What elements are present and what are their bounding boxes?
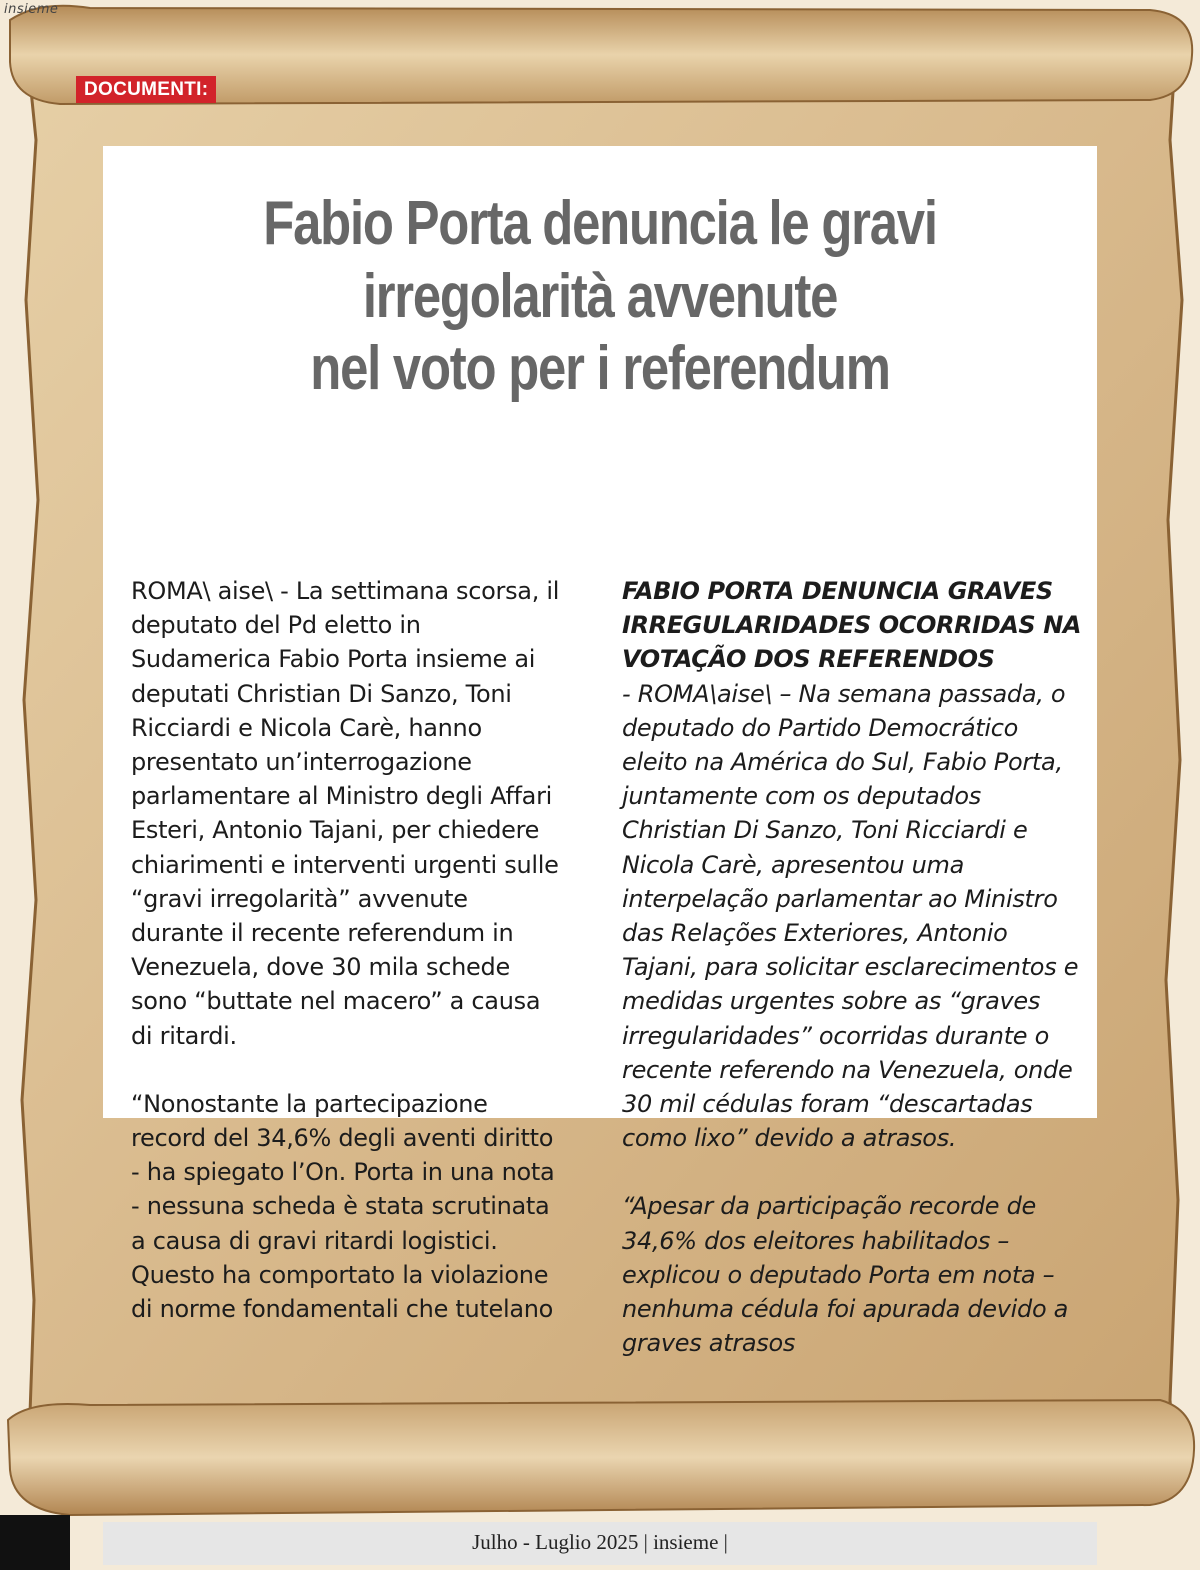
- page-corner-marker: [0, 1515, 70, 1570]
- article-paragraph: ROMA\ aise\ - La settimana scorsa, il deputato del Pd eletto in Sudamerica Fabio Porta insieme ai deputati Christian Di Sanzo, Toni Ricciardi e Nicola Carè, hanno presentato un’interrogazione parlamentare al Ministro degli Affari Esteri, Antonio Tajani, per chiedere chiarimenti e interventi urgenti sulle “gravi irregolarità” avvenute durante il recente referendum in Venezuela, dove 30 mila schede sono “buttate nel macero” a causa di ritardi.: [131, 577, 560, 1050]
- headline-line: nel voto per i referendum: [310, 334, 890, 404]
- headline-line: irregolarità avvenute: [362, 261, 838, 331]
- article-paragraph: “Nonostante la partecipazione record del 34,6% degli aventi diritto - ha spiegato l’On. Porta in una nota - nessuna scheda è stata scrutinata a causa di gravi ritardi logistici. Questo ha comportato la violazione di norme fondamentali che tutelano: [131, 1089, 555, 1324]
- article-paragraph: - ROMA\aise\ – Na semana passada, o deputado do Partido Democrático eleito na América do Sul, Fabio Porta, juntamente com os deputados Christian Di Sanzo, Toni Ricciardi e Nicola Carè, apresentou uma interpelação parlamentar ao Ministro das Relações Exteriores, Antonio Tajani, para solicitar esclarecimentos e medidas urgentes sobre as “graves irregularidades” ocorridas durante o recente referendo na Venezuela, onde 30 mil cédulas foram “descartadas como lixo” devido a atrasos.: [622, 679, 1079, 1153]
- headline: [192, 188, 1007, 406]
- section-tag: DOCUMENTI:: [76, 76, 216, 103]
- headline-line: Fabio Porta denuncia le gravi: [263, 189, 937, 258]
- footer-text: Julho - Luglio 2025 | insieme |: [472, 1530, 728, 1554]
- article-paragraph: “Apesar da participação recorde de 34,6% dos eleitores habilitados – explicou o deputado Porta em nota – nenhuma cédula foi apurada devido a graves atrasos: [622, 1192, 1069, 1358]
- insieme-logo: insieme: [4, 2, 59, 17]
- italian-column: [131, 574, 561, 1360]
- portuguese-column: [622, 574, 1087, 1394]
- portuguese-heading: FABIO PORTA DENUNCIA GRAVES IRREGULARIDADES OCORRIDAS NA VOTAÇÃO DOS REFERENDOS: [622, 577, 1082, 674]
